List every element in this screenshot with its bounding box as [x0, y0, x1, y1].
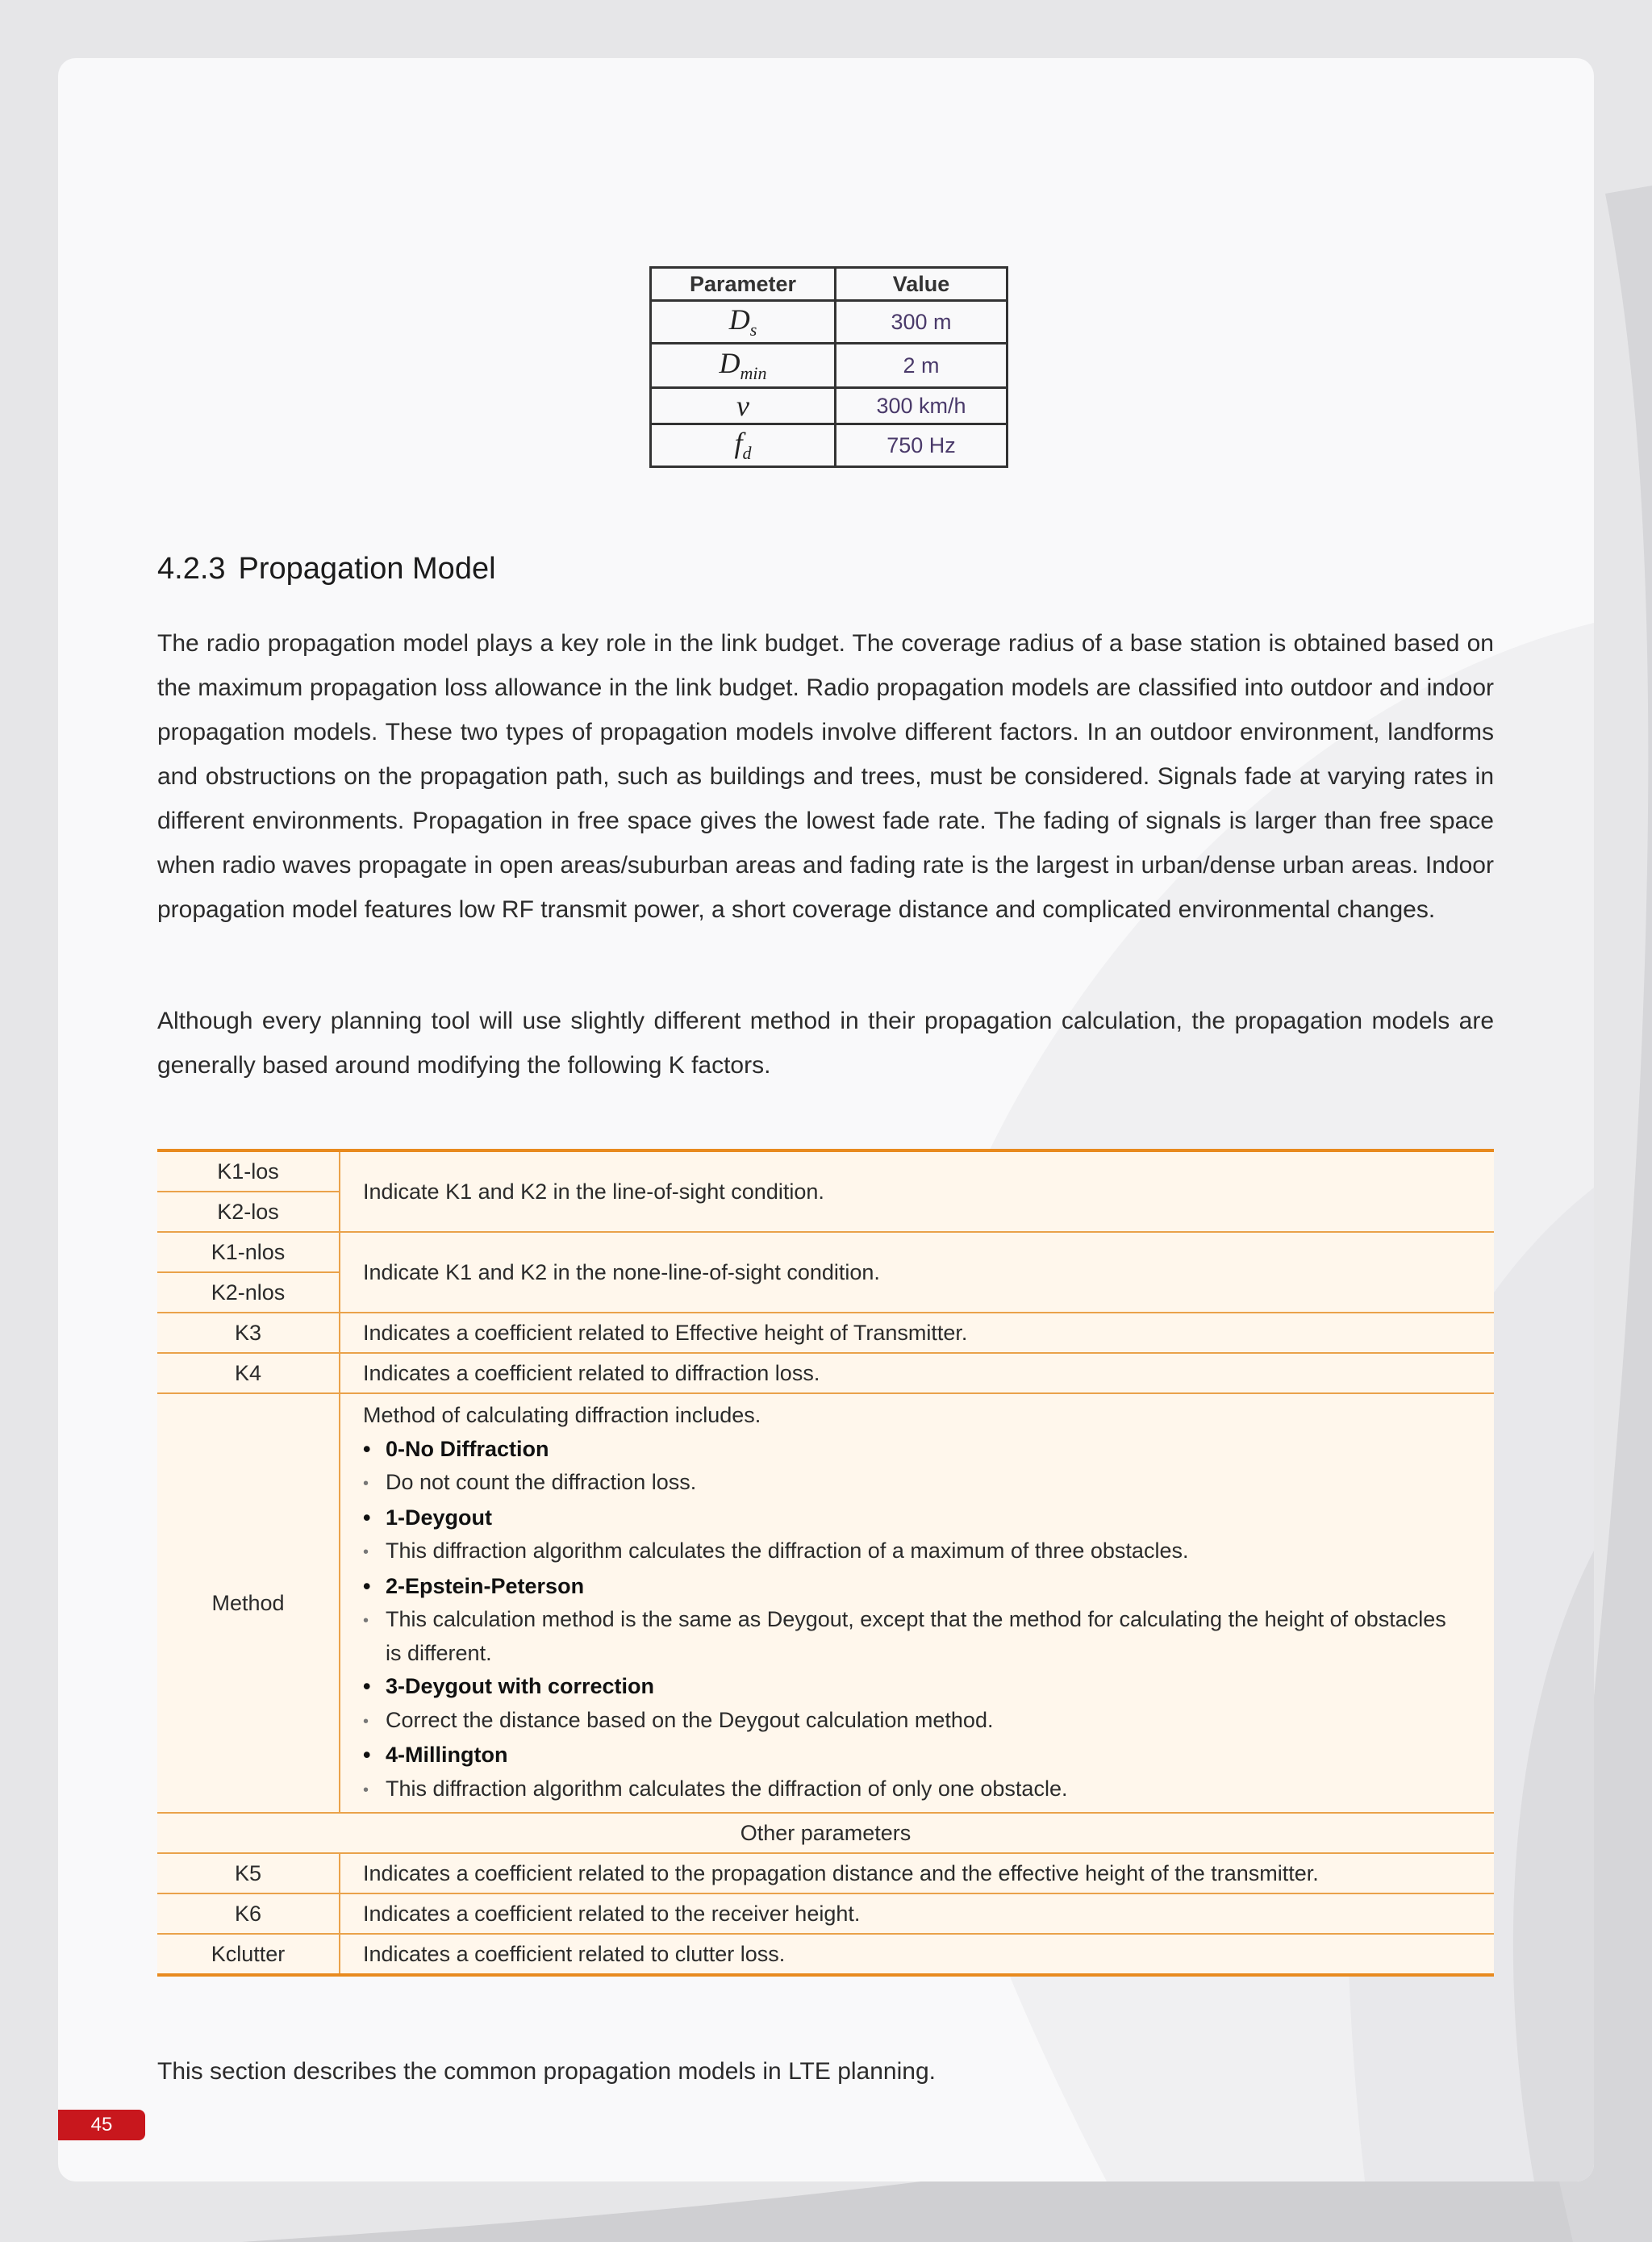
k-desc: Indicates a coefficient related to the propagation distance and the effective height of the transmitter.	[340, 1853, 1494, 1893]
table-row	[157, 1232, 1494, 1272]
k-desc: Indicate K1 and K2 in the none-line-of-sight condition.	[340, 1232, 1494, 1313]
table-row	[157, 1813, 1494, 1853]
value-cell: 750 Hz	[836, 424, 1007, 467]
value-header: Value	[836, 268, 1007, 301]
k-key: K3	[157, 1313, 340, 1353]
other-params-header: Other parameters	[157, 1813, 1494, 1853]
k-key: K5	[157, 1853, 340, 1893]
method-detail: • Do not count the diffraction loss.	[363, 1466, 1462, 1501]
k-desc: Indicates a coefficient related to diffraction loss.	[340, 1353, 1494, 1393]
table-row	[157, 1353, 1494, 1393]
paragraph: Although every planning tool will use slightly different method in their propagation calculation, the propagation models are generally based around modifying the following K factors.	[157, 1008, 1494, 1079]
section-title: Propagation Model	[238, 552, 496, 586]
bullet-icon: •	[363, 1505, 371, 1530]
bullet-icon: •	[363, 1573, 371, 1598]
table-row	[157, 1313, 1494, 1353]
table-row	[157, 1934, 1494, 1975]
bullet-icon: •	[363, 1475, 369, 1493]
k-key: Kclutter	[157, 1934, 340, 1975]
method-detail: • Correct the distance based on the Deygout calculation method.	[363, 1704, 1462, 1739]
method-intro: Method of calculating diffraction includes.	[363, 1403, 761, 1427]
bullet-icon: •	[363, 1712, 369, 1731]
k-desc: Indicates a coefficient related to clutter loss.	[340, 1934, 1494, 1975]
param-cell: v	[651, 388, 836, 424]
table-row	[651, 388, 1007, 424]
paragraph: This section describes the common propagation models in LTE planning.	[157, 2058, 936, 2085]
table-row	[651, 301, 1007, 344]
paragraph: The radio propagation model plays a key role in the link budget. The coverage radius of a base station is obtained based on the maximum propagation loss allowance in the link budget. Radio propagation models are classified into outdoor and indoor propagation models. These two types of propagation models involve different factors. In an outdoor environment, landforms and obstructions on the propagation path, such as buildings and trees, must be considered. Signals fade at varying rates in different environments. Propagation in free space gives the lowest fade rate. The fading of signals is larger than free space when radio waves propagate in open areas/suburban areas and fading rate is the largest in urban/dense urban areas. Indoor propagation model features low RF transmit power, a short coverage distance and complicated environmental changes.	[157, 630, 1494, 923]
param-cell: $f_d$	[651, 424, 836, 467]
table-row	[157, 1393, 1494, 1813]
method-desc	[340, 1393, 1494, 1813]
method-item: • 4-Millington	[363, 1739, 1462, 1772]
k-key: K1-los	[157, 1150, 340, 1192]
table-row	[157, 1893, 1494, 1934]
method-item: • 2-Epstein-Peterson	[363, 1570, 1462, 1604]
table-row	[157, 1150, 1494, 1192]
param-cell: $D_{min}$	[651, 344, 836, 388]
k-key: Method	[157, 1393, 340, 1813]
bullet-icon: •	[363, 1612, 369, 1630]
bullet-icon: •	[363, 1436, 371, 1461]
section-heading	[157, 552, 496, 587]
method-detail: • This diffraction algorithm calculates the diffraction of only one obstacle.	[363, 1772, 1462, 1808]
k-key: K2-los	[157, 1192, 340, 1232]
method-item: • 1-Deygout	[363, 1501, 1462, 1535]
value-cell: 300 m	[836, 301, 1007, 344]
table-row	[651, 424, 1007, 467]
bullet-icon: •	[363, 1781, 369, 1799]
k-key: K6	[157, 1893, 340, 1934]
page-number: 45	[58, 2110, 145, 2140]
method-detail: • This calculation method is the same as Deygout, except that the method for calculating the height of obstacles is different.	[363, 1603, 1462, 1670]
method-item: • 0-No Diffraction	[363, 1433, 1462, 1467]
k-desc: Indicates a coefficient related to the receiver height.	[340, 1893, 1494, 1934]
k-key: K4	[157, 1353, 340, 1393]
value-cell: 2 m	[836, 344, 1007, 388]
k-desc: Indicate K1 and K2 in the line-of-sight condition.	[340, 1150, 1494, 1232]
bullet-icon: •	[363, 1674, 371, 1698]
k-key: K1-nlos	[157, 1232, 340, 1272]
k-key: K2-nlos	[157, 1272, 340, 1313]
bullet-icon: •	[363, 1543, 369, 1561]
param-header: Parameter	[651, 268, 836, 301]
method-item: • 3-Deygout with correction	[363, 1670, 1462, 1704]
table-row	[651, 344, 1007, 388]
value-cell: 300 km/h	[836, 388, 1007, 424]
k-desc: Indicates a coefficient related to Effective height of Transmitter.	[340, 1313, 1494, 1353]
parameter-table	[649, 266, 1008, 468]
bullet-icon: •	[363, 1743, 371, 1767]
table-row	[157, 1853, 1494, 1893]
k-factor-table	[157, 1149, 1494, 1977]
document-page	[58, 58, 1594, 2181]
section-number: 4.2.3	[157, 552, 226, 586]
param-cell: $D_s$	[651, 301, 836, 344]
method-detail: • This diffraction algorithm calculates the diffraction of a maximum of three obstacles.	[363, 1534, 1462, 1570]
